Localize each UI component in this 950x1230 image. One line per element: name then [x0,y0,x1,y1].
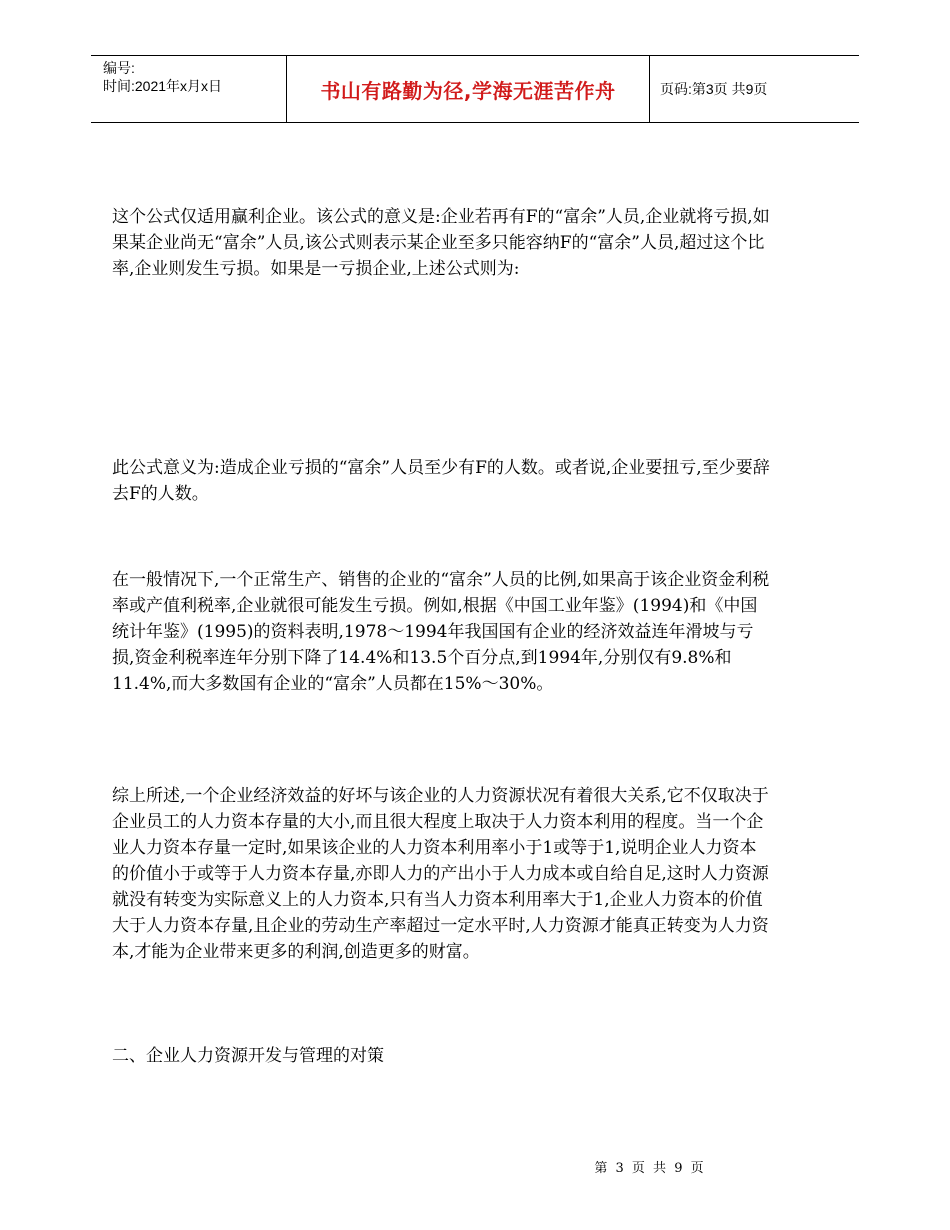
header-meta [91,56,287,122]
paragraph-4: 综上所述,一个企业经济效益的好坏与该企业的人力资源状况有着很大关系,它不仅取决于企业员工的人力资本存量的大小,而且很大程度上取决于人力资本利用的程度。当一个企业人力资本存量一定时,如果该企业的人力资本利用率小于1或等于1,说明企业人力资本的价值小于或等于人力资本存量,亦即人力的产出小于人力成本或自给自足,这时人力资源就没有转变为实际意义上的人力资本,只有当人力资本利用率大于1,企业人力资本的价值大于人力资本存量,且企业的劳动生产率超过一定水平时,人力资源才能真正转变为人力资本,才能为企业带来更多的利润,创造更多的财富。 [112,786,769,962]
number-label: 编号: [103,60,135,76]
page-header [91,55,859,123]
section-heading: 二、企业人力资源开发与管理的对策 [112,1046,384,1066]
time-label: 时间:2021年x月x日 [103,78,223,94]
page-footer: 第 3 页 共 9 页 [594,1161,706,1176]
header-motto: 书山有路勤为径,学海无涯苦作舟 [287,56,650,122]
paragraph-3: 在一般情况下,一个正常生产、销售的企业的“富余”人员的比例,如果高于该企业资金利税率或产值利税率,企业就很可能发生亏损。例如,根据《中国工业年鉴》(1994)和《中国统计年鉴》(1995)的资料表明,1978～1994年我国国有企业的经济效益连年滑坡与亏损,资金利税率连年分别下降了14.4%和13.5个百分点,到1994年,分别仅有9.8%和11.4%,而大多数国有企业的“富余”人员都在15%～30%。 [112,570,770,694]
paragraph-1: 这个公式仅适用赢利企业。该公式的意义是:企业若再有F的“富余”人员,企业就将亏损,如果某企业尚无“富余”人员,该公式则表示某企业至多只能容纳F的“富余”人员,超过这个比率,企业则发生亏损。如果是一亏损企业,上述公式则为: [112,207,770,279]
paragraph-2: 此公式意义为:造成企业亏损的“富余”人员至少有F的人数。或者说,企业要扭亏,至少要辞去F的人数。 [112,458,770,504]
header-page-info: 页码:第3页 共9页 [660,81,768,97]
